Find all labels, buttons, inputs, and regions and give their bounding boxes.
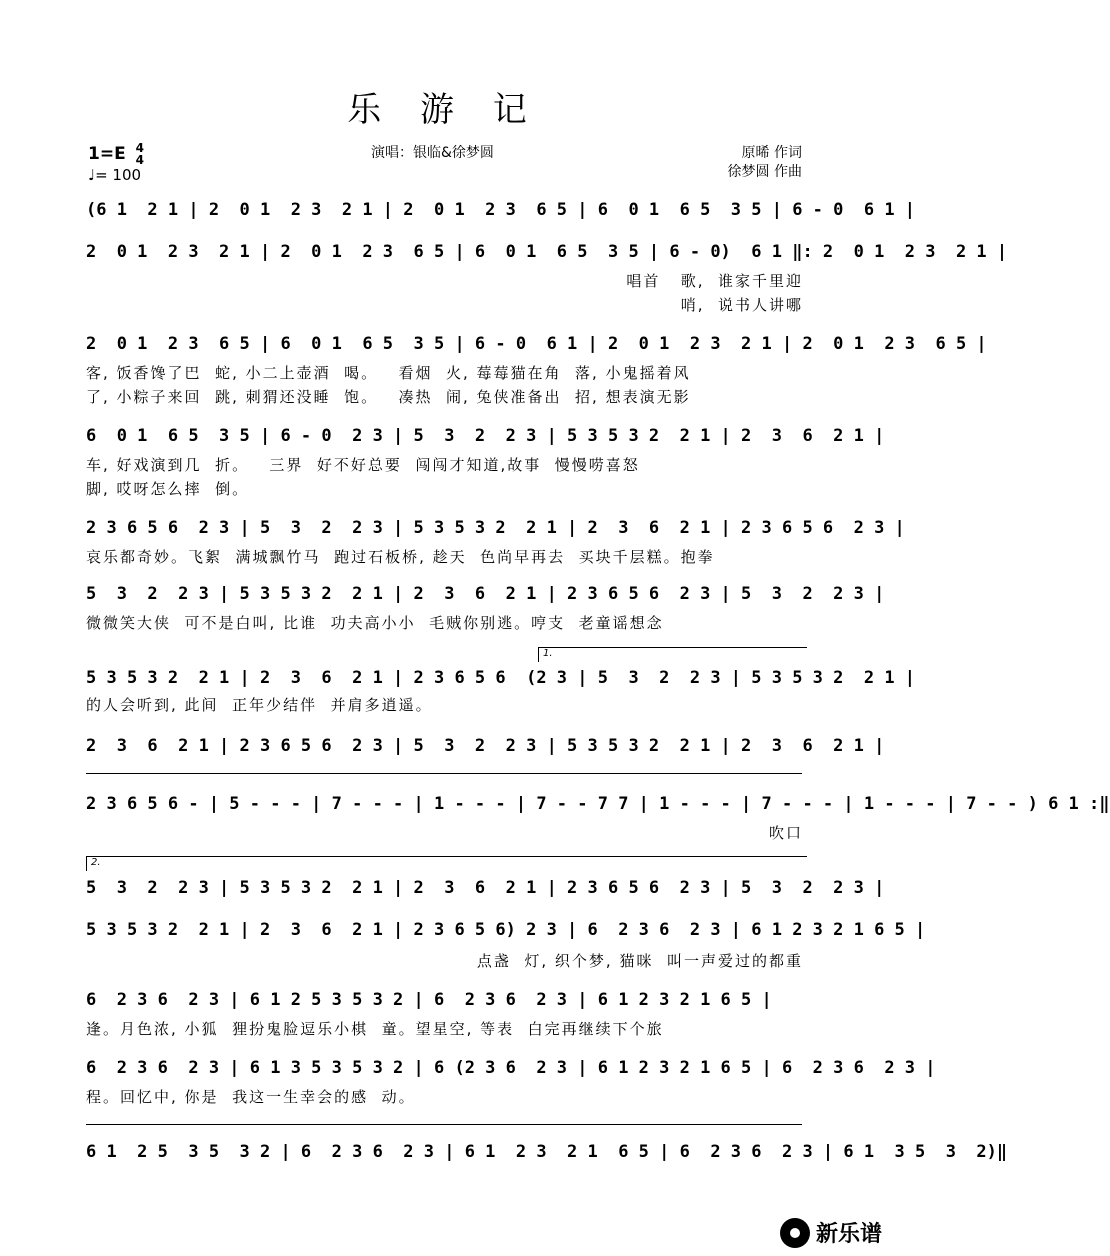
notes: 2 3 6 5 6 - | 5 - - - | 7 - - - | 1 - - - | 7 - - 7 7 | 1 - - - | 7 - - - | 1 - - - | 7 - - ) 6 1 :‖ (86, 794, 1110, 814)
volta-1-label: 1. (543, 648, 553, 659)
score-row-2 (86, 238, 1008, 266)
lyric-line: 微微笑大侠 可不是白叫, 比谁 功夫高小小 毛贼你别逃。哼支 老童谣想念 (86, 614, 664, 632)
notes: 6 1 2 5 3 5 3 2 | 6 2 3 6 2 3 | 6 1 2 3 2 1 6 5 | 6 2 3 6 2 3 | 6 1 3 5 3 2)‖ (86, 1142, 1008, 1162)
lyric-line: 吹口 (768, 824, 803, 842)
composer-credit: 徐梦圆 作曲 (727, 164, 802, 180)
score-row-7 (86, 664, 916, 692)
notes: 6 2 3 6 2 3 | 6 1 3 5 3 5 3 2 | 6 (2 3 6 2 3 | 6 1 2 3 2 1 6 5 | 6 2 3 6 2 3 | (86, 1058, 936, 1078)
notes: 2 3 6 5 6 2 3 | 5 3 2 2 3 | 5 3 5 3 2 2 1 | 2 3 6 2 1 | 2 3 6 5 6 2 3 | (86, 518, 905, 538)
score-row-12 (86, 986, 803, 1014)
key-label: 1=E (88, 144, 126, 164)
section-line (86, 1124, 802, 1125)
score-row-5 (86, 514, 905, 542)
score-row-14 (86, 1138, 1008, 1166)
singer-credit: 演唱：银临&徐梦圆 (371, 145, 494, 161)
tempo-marking: ♩= 100 (88, 166, 142, 184)
score-row-3 (86, 330, 987, 358)
logo-text: 新乐谱 (815, 1222, 882, 1247)
site-logo (780, 1217, 882, 1248)
lyric-line: 点盏 灯, 织个梦, 猫咪 叫一声爱过的都重 (476, 952, 803, 970)
score-row-4 (86, 422, 885, 450)
lyricist-credit: 原晞 作词 (741, 145, 802, 161)
notes: 2 0 1 2 3 6 5 | 6 0 1 6 5 3 5 | 6 - 0 6 1 | 2 0 1 2 3 2 1 | 2 0 1 2 3 6 5 | (86, 334, 987, 354)
time-signature (136, 142, 144, 166)
lyric-line: 程。回忆中, 你是 我这一生幸会的感 动。 (86, 1088, 416, 1106)
song-title: 乐 游 记 (347, 90, 541, 130)
score-row-11 (86, 916, 926, 944)
lyric-line: 了, 小粽子来回 跳, 刺猬还没睡 饱。 凑热 闹, 兔侠准备出 招, 想表演无影 (86, 388, 691, 406)
time-bottom: 4 (135, 153, 144, 167)
vinyl-disc-icon (780, 1218, 810, 1248)
volta-continuation-line (86, 773, 802, 774)
notes: (6 1 2 1 | 2 0 1 2 3 2 1 | 2 0 1 2 3 6 5 | 6 0 1 6 5 3 5 | 6 - 0 6 1 | (86, 200, 916, 220)
volta-1-bracket (538, 647, 807, 662)
lyric-line: 脚, 哎呀怎么摔 倒。 (86, 480, 250, 498)
notes: 6 0 1 6 5 3 5 | 6 - 0 2 3 | 5 3 2 2 3 | 5 3 5 3 2 2 1 | 2 3 6 2 1 | (86, 426, 885, 446)
notes: 6 2 3 6 2 3 | 6 1 2 5 3 5 3 2 | 6 2 3 6 2 3 | 6 1 2 3 2 1 6 5 | (86, 990, 772, 1010)
score-row-8 (86, 732, 885, 760)
notes: 2 0 1 2 3 2 1 | 2 0 1 2 3 6 5 | 6 0 1 6 5 3 5 | 6 - 0) 6 1 ‖: 2 0 1 2 3 2 1 | (86, 242, 1008, 262)
score-row-13 (86, 1054, 936, 1082)
lyric-line: 逢。月色浓, 小狐 狸扮鬼脸逗乐小棋 童。望星空, 等表 白完再继续下个旅 (86, 1020, 664, 1038)
volta-2-label: 2. (91, 857, 101, 868)
lyric-line: 车, 好戏演到几 折。 三界 好不好总要 闯闯才知道,故事 慢慢唠喜怒 (86, 456, 640, 474)
time-top: 4 (135, 141, 144, 155)
key-signature (88, 142, 144, 166)
volta-2-bracket (86, 856, 807, 871)
notes: 5 3 2 2 3 | 5 3 5 3 2 2 1 | 2 3 6 2 1 | 2 3 6 5 6 2 3 | 5 3 2 2 3 | (86, 584, 885, 604)
score-row-6 (86, 580, 885, 608)
lyric-line: 唱首 歌, 谁家千里迎 (626, 272, 803, 290)
notes: 5 3 5 3 2 2 1 | 2 3 6 2 1 | 2 3 6 5 6) 2 3 | 6 2 3 6 2 3 | 6 1 2 3 2 1 6 5 | (86, 920, 926, 940)
score-row-10 (86, 874, 885, 902)
notes: 5 3 5 3 2 2 1 | 2 3 6 2 1 | 2 3 6 5 6 (2 3 | 5 3 2 2 3 | 5 3 5 3 2 2 1 | (86, 668, 916, 688)
lyric-line: 哨, 说书人讲哪 (680, 296, 803, 314)
notes: 2 3 6 2 1 | 2 3 6 5 6 2 3 | 5 3 2 2 3 | 5 3 5 3 2 2 1 | 2 3 6 2 1 | (86, 736, 885, 756)
lyric-line: 的人会听到, 此间 正年少结伴 并肩多逍遥。 (86, 696, 433, 714)
score-row-1 (86, 196, 916, 224)
score-row-9 (86, 790, 1110, 818)
lyric-line: 哀乐都奇妙。飞絮 满城飘竹马 跑过石板桥, 趁天 色尚早再去 买块千层糕。抱拳 (86, 548, 715, 566)
notes: 5 3 2 2 3 | 5 3 5 3 2 2 1 | 2 3 6 2 1 | 2 3 6 5 6 2 3 | 5 3 2 2 3 | (86, 878, 885, 898)
lyric-line: 客, 饭香馋了巴 蛇, 小二上壶酒 喝。 看烟 火, 莓莓猫在角 落, 小鬼摇着风 (86, 364, 691, 382)
